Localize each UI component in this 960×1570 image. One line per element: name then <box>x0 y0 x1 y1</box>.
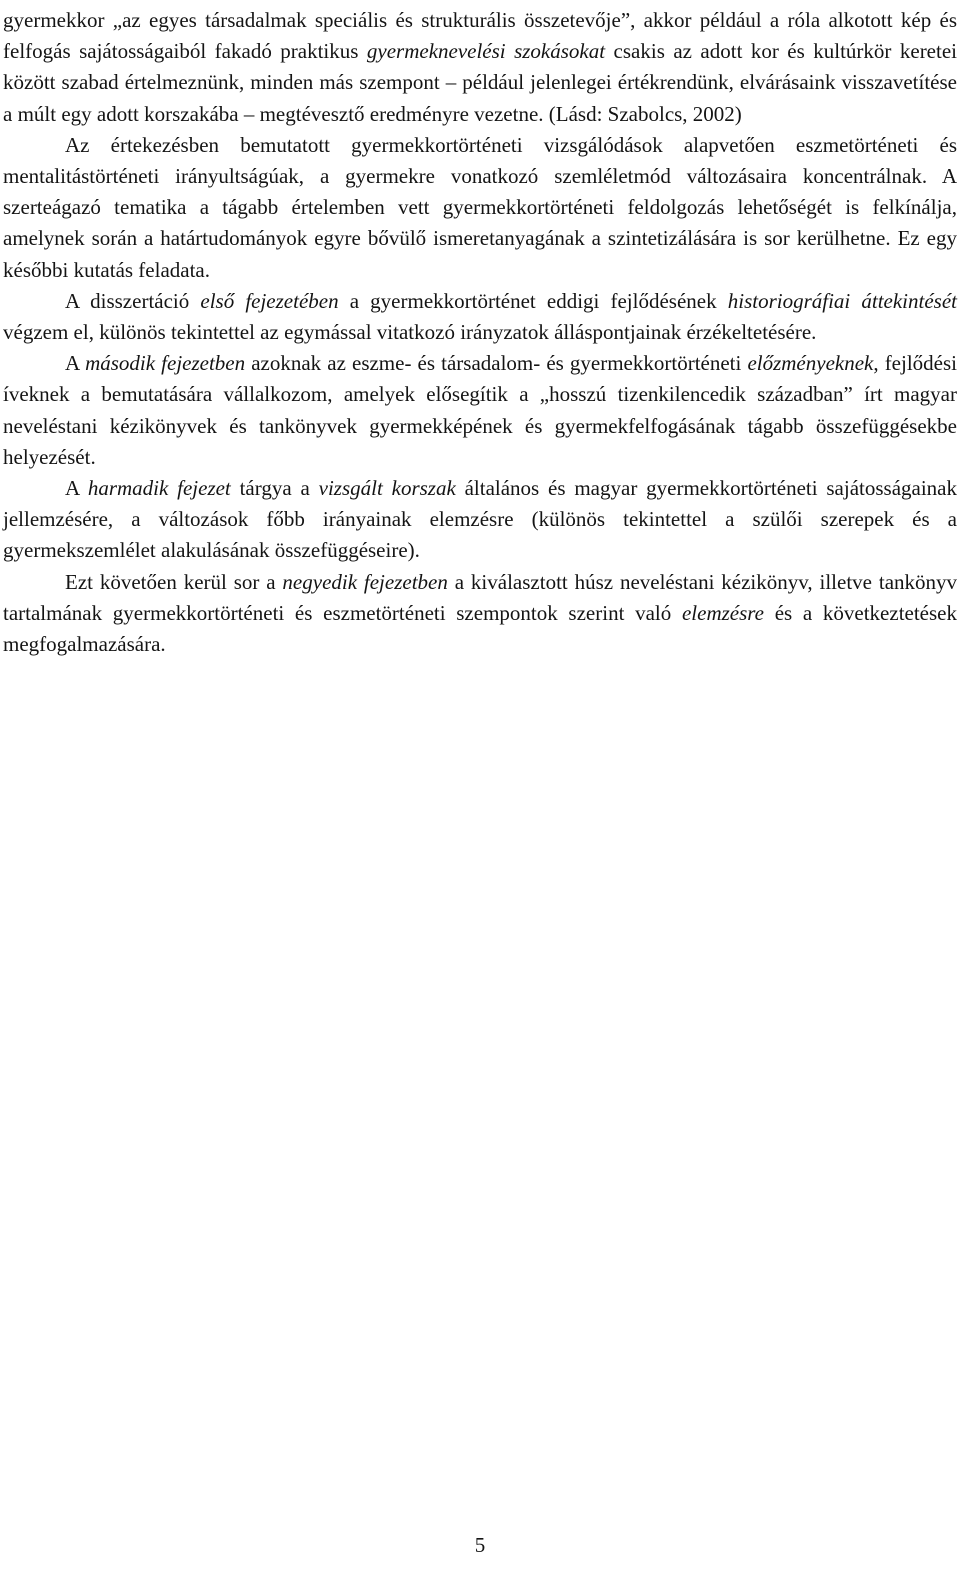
paragraph <box>3 567 957 661</box>
text-run: A disszertáció <box>65 288 201 313</box>
italic-text: harmadik fejezet <box>87 476 231 501</box>
italic-text: vizsgált korszak <box>318 476 456 501</box>
text-run: a kiválasztott húsz neveléstani kézikönyv, illetve tankönyv tartalmának gyermekkortörténeti és eszmetörténeti szempontok szerint való <box>3 569 958 625</box>
text-run: , fejlődési íveknek a bemutatására vállalkozom, amelyek elősegítik a „hosszú tizenkilencedik században” írt magyar neveléstani kézikönyvek és tankönyvek gyermekképének és gyermekfelfogásának tágabb összefüggésekbe helyezését. <box>3 351 958 469</box>
paragraph <box>3 473 957 567</box>
text-run: Az értekezésben bemutatott gyermekkortörténeti vizsgálódások alapvetően eszmetörténeti és mentalitástörténeti irányultságúak, a gyermekre vonatkozó szemléletmód változásaira koncentrálnak. A szerteágazó tematika a tágabb értelemben vett gyermekkortörténeti feldolgozás lehetőségét is felkínálja, amelynek során a határtudományok egyre bővülő ismeretanyagának a szintetizálására is sor kerülhetne. Ez egy későbbi kutatás feladata. <box>3 132 957 282</box>
italic-text: gyermeknevelési szokásokat <box>366 39 606 64</box>
text-run: tárgya a <box>230 476 319 501</box>
paragraph <box>3 286 957 348</box>
paragraph <box>3 348 957 473</box>
text-run: A <box>65 351 86 376</box>
text-run: Ezt követően kerül sor a <box>65 569 283 594</box>
text-run: és a következtetések megfogalmazására. <box>3 600 957 657</box>
italic-text: elemzésre <box>681 600 764 625</box>
text-run: végzem el, különös tekintettel az egymással vitatkozó irányzatok álláspontjainak érzékeltetésére. <box>3 320 817 345</box>
text-run: csakis az adott kor és kultúrkör keretei között szabad értelmeznünk, minden más szempont – például jelenlegei értékrendünk, elvárásaink visszavetítése a múlt egy adott korszakába – megtévesztő eredményre vezetne. (Lásd: Szabolcs, 2002) <box>3 39 957 126</box>
paragraph <box>3 5 957 130</box>
text-run: A <box>65 476 88 501</box>
italic-text: első fejezetében <box>200 288 339 313</box>
italic-text: előzményeknek <box>747 351 874 376</box>
italic-text: második fejezetben <box>85 351 246 376</box>
paragraph <box>3 130 957 286</box>
italic-text: historiográfiai áttekintését <box>727 288 958 313</box>
body-text <box>3 0 957 660</box>
text-run: általános és magyar gyermekkortörténeti sajátosságainak jellemzésére, a változások főbb irányainak elemzésre (különös tekintettel a szülői szerepek és a gyermekszemlélet alakulásának összefüggéseire). <box>3 476 957 563</box>
text-run: a gyermekkortörténet eddigi fejlődésének <box>338 288 728 313</box>
text-run: azoknak az eszme- és társadalom- és gyermekkortörténeti <box>245 351 748 376</box>
document-page <box>3 0 957 1570</box>
page-number: 5 <box>474 1533 486 1557</box>
italic-text: negyedik fejezetben <box>282 569 448 594</box>
text-run: gyermekkor „az egyes társadalmak speciális és strukturális összetevője”, akkor például a róla alkotott kép és felfogás sajátosságaiból fakadó praktikus <box>3 8 957 64</box>
